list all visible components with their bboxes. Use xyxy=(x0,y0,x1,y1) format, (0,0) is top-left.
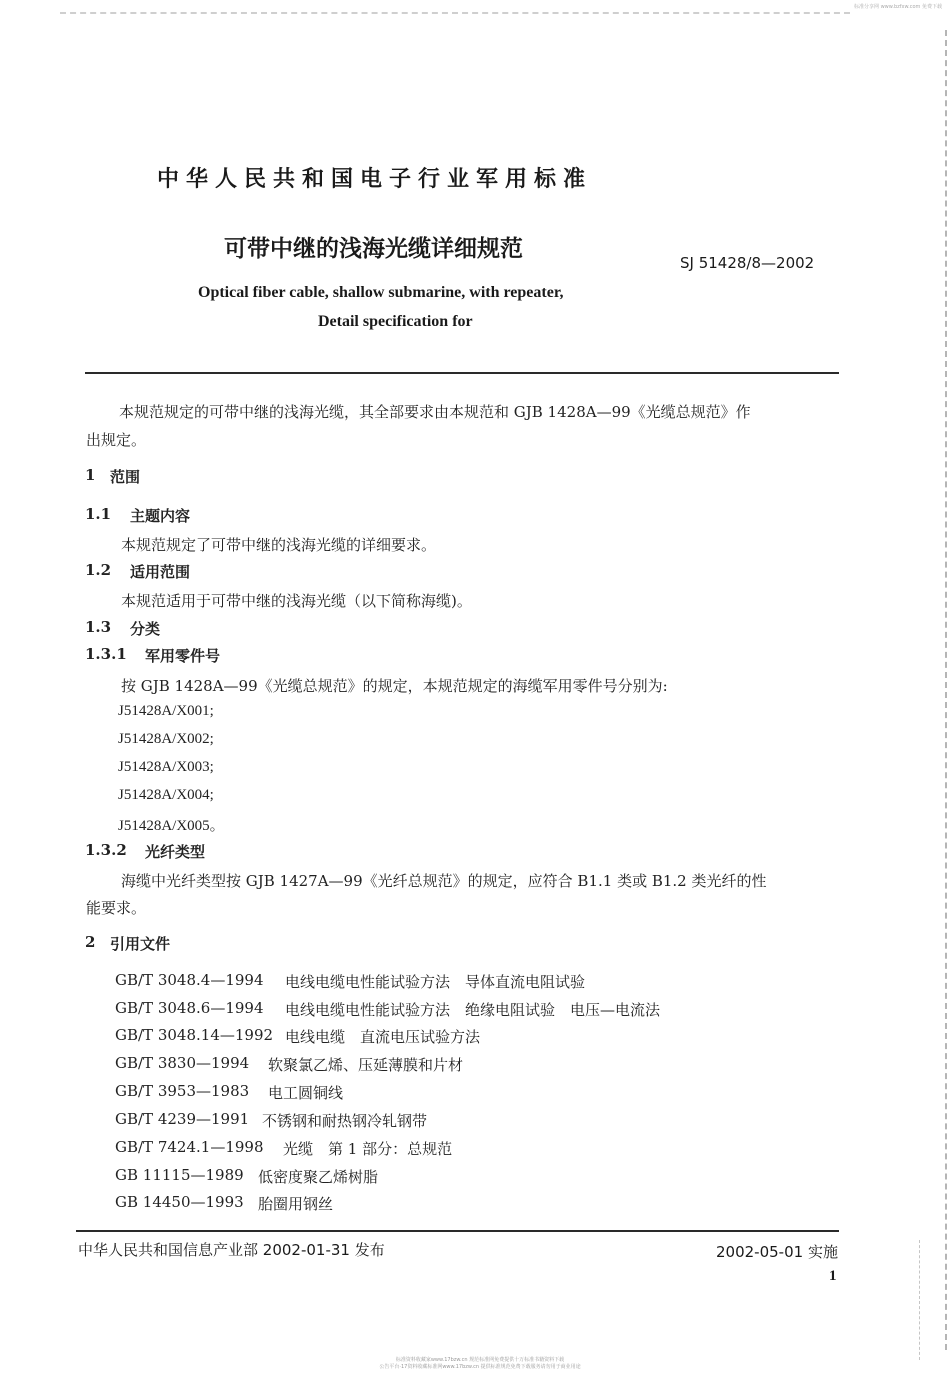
reference-code: GB/T 4239—1991 xyxy=(115,1110,250,1128)
section-1-2-text: 本规范适用于可带中继的浅海光缆（以下简称海缆)。 xyxy=(121,592,472,610)
section-1-3-1-number: 1.3.1 xyxy=(85,645,127,663)
section-1-3-2-title: 光纤类型 xyxy=(145,843,206,861)
section-1-3-1-title: 军用零件号 xyxy=(145,647,221,665)
reference-title: 胎圈用钢丝 xyxy=(258,1195,334,1213)
section-2-number: 2 xyxy=(85,933,96,951)
effective-date: 2002-05-01 实施 xyxy=(716,1243,838,1261)
reference-title: 电线电缆电性能试验方法 绝缘电阻试验 电压—电流法 xyxy=(285,1001,661,1019)
reference-code: GB/T 3048.4—1994 xyxy=(115,971,264,989)
reference-title: 光缆 第 1 部分：总规范 xyxy=(283,1140,453,1158)
reference-title: 不锈钢和耐热钢冷轧钢带 xyxy=(262,1112,428,1130)
reference-code: GB/T 3953—1983 xyxy=(115,1082,250,1100)
reference-code: GB/T 7424.1—1998 xyxy=(115,1138,264,1156)
reference-title: 电线电缆电性能试验方法 导体直流电阻试验 xyxy=(285,973,586,991)
section-1-number: 1 xyxy=(85,466,96,484)
part-number: J51428A/X003; xyxy=(118,759,214,775)
intro-paragraph-line2: 出规定。 xyxy=(86,431,147,449)
header-divider xyxy=(85,372,839,374)
reference-title: 电工圆铜线 xyxy=(268,1084,344,1102)
footer-watermark xyxy=(360,1357,600,1371)
reference-code: GB/T 3048.14—1992 xyxy=(115,1026,274,1044)
document-title-cn: 可带中继的浅海光缆详细规范 xyxy=(224,236,523,262)
section-1-3-number: 1.3 xyxy=(85,618,112,636)
intro-paragraph-line1: 本规范规定的可带中继的浅海光缆，其全部要求由本规范和 GJB 1428A—99《光缆总规范》作 xyxy=(119,403,751,421)
scan-right-border xyxy=(945,30,947,1350)
section-1-3-1-text: 按 GJB 1428A—99《光缆总规范》的规定，本规范规定的海缆军用零件号分别为: xyxy=(121,677,668,695)
part-number: J51428A/X005。 xyxy=(118,818,225,834)
standard-category: 中华人民共和国电子行业军用标准 xyxy=(157,167,593,192)
page-number: 1 xyxy=(829,1268,837,1284)
section-1-1-title: 主题内容 xyxy=(130,507,191,525)
section-1-3-2-number: 1.3.2 xyxy=(85,841,127,859)
part-number: J51428A/X004; xyxy=(118,787,214,803)
part-number: J51428A/X002; xyxy=(118,731,214,747)
section-1-2-number: 1.2 xyxy=(85,561,112,579)
footer-watermark-line1: 标准资料收藏家www.17bzw.cn 规范标准网免费提供十万标准书籍资料下载 xyxy=(395,1357,565,1363)
watermark-top: 标准分享网 www.bzfxw.com 免费下载 xyxy=(854,4,942,10)
scan-right-border-inner xyxy=(919,1240,920,1360)
reference-code: GB 14450—1993 xyxy=(115,1193,244,1211)
reference-code: GB/T 3048.6—1994 xyxy=(115,999,264,1017)
section-1-1-number: 1.1 xyxy=(85,505,112,523)
reference-title: 电线电缆 直流电压试验方法 xyxy=(285,1028,481,1046)
issuer-statement: 中华人民共和国信息产业部 2002-01-31 发布 xyxy=(78,1241,385,1259)
part-number: J51428A/X001; xyxy=(118,703,214,719)
section-1-3-2-text-line2: 能要求。 xyxy=(86,899,147,917)
footer-watermark-line2: 公告平台·17资料收藏标准网www.17bzw.cn 提供标准规范免费下载服务请勿用于商业用途 xyxy=(379,1364,581,1370)
section-1-title: 范围 xyxy=(110,468,141,486)
reference-title: 软聚氯乙烯、压延薄膜和片材 xyxy=(268,1056,464,1074)
reference-title: 低密度聚乙烯树脂 xyxy=(258,1168,379,1186)
footer-divider xyxy=(76,1230,839,1232)
reference-code: GB/T 3830—1994 xyxy=(115,1054,250,1072)
document-title-en-line1: Optical fiber cable, shallow submarine, with repeater, xyxy=(198,284,564,301)
standard-number: SJ 51428/8—2002 xyxy=(680,254,815,272)
reference-code: GB 11115—1989 xyxy=(115,1166,244,1184)
section-2-title: 引用文件 xyxy=(110,935,171,953)
section-1-3-title: 分类 xyxy=(130,620,161,638)
section-1-3-2-text-line1: 海缆中光纤类型按 GJB 1427A—99《光纤总规范》的规定，应符合 B1.1 类或 B1.2 类光纤的性 xyxy=(121,872,767,890)
section-1-2-title: 适用范围 xyxy=(130,563,191,581)
document-title-en-line2: Detail specification for xyxy=(318,313,473,330)
scan-top-border xyxy=(60,12,850,14)
section-1-1-text: 本规范规定了可带中继的浅海光缆的详细要求。 xyxy=(121,536,437,554)
